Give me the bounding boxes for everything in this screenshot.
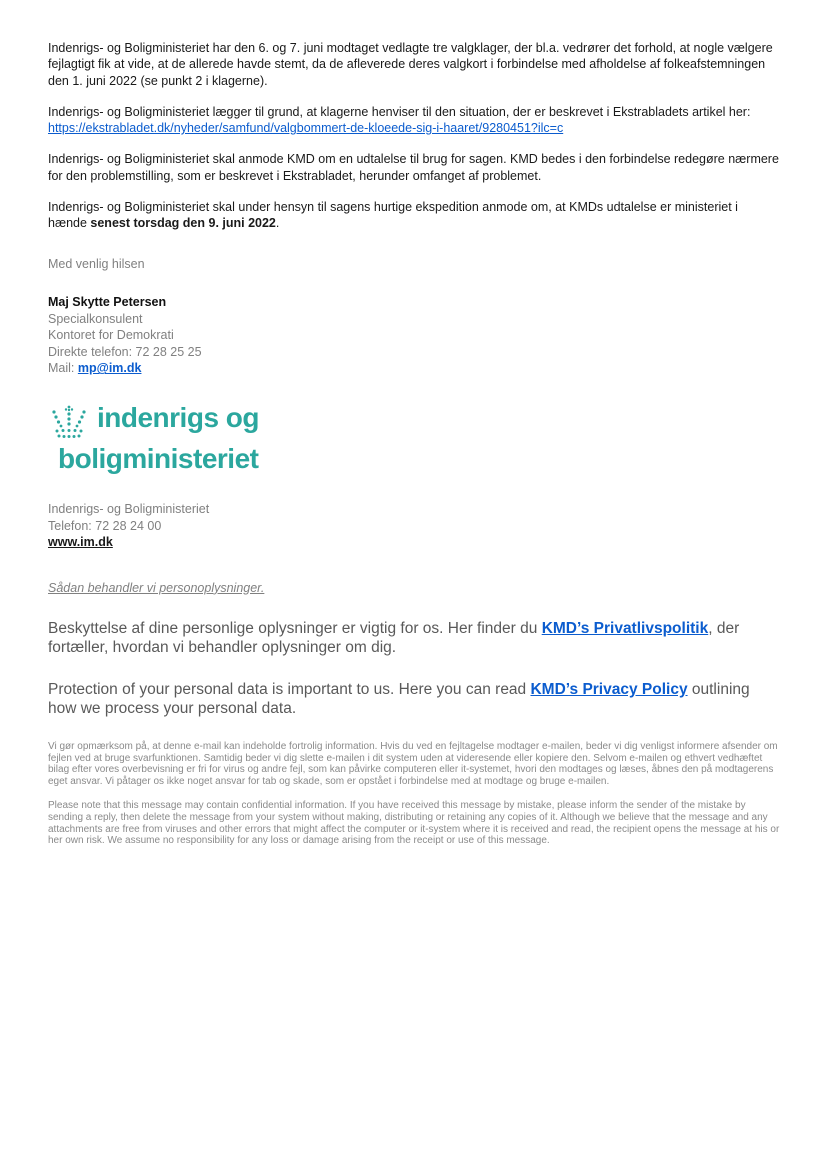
deadline-date: senest torsdag den 9. juni 2022 — [90, 216, 276, 231]
legal-disclaimers — [48, 741, 780, 847]
paragraph-kmd-request: Indenrigs- og Boligministeriet skal anmode KMD om en udtalelse til brug for sagen. KMD bedes i den forbindelse redegøre nærmere for den problemstilling, som er beskrevet i Ekstrabladet, herunder omfanget af problemet. — [48, 152, 779, 183]
footer-org-name: Indenrigs- og Boligministeriet — [48, 501, 210, 516]
website-link[interactable]: www.im.dk — [48, 535, 113, 550]
privacy-english-text: Protection of your personal data is important to us. Here you can read — [48, 680, 531, 698]
personal-data-policy-link[interactable]: Sådan behandler vi personoplysninger. — [48, 580, 265, 595]
paragraph-article-text: Indenrigs- og Boligministeriet lægger til grund, at klagerne henviser til den situation, der er beskrevet i Ekstrabladets artikel her: — [48, 104, 751, 119]
sender-email-link[interactable]: mp@im.dk — [77, 361, 142, 376]
sender-title: Specialkonsulent — [48, 311, 143, 326]
privacy-danish-text: Beskyttelse af dine personlige oplysninger er vigtig for os. Her finder du — [48, 619, 542, 637]
mail-label: Mail: — [48, 361, 78, 376]
crown-icon — [48, 405, 90, 444]
kmd-privatlivspolitik-link[interactable]: KMD’s Privatlivspolitik — [541, 619, 709, 637]
paragraph-deadline-text: Indenrigs- og Boligministeriet skal under hensyn til sagens hurtige ekspedition anmode om, at KMDs udtalelse er ministeriet i hænde — [48, 200, 738, 231]
privacy-paragraph-english — [48, 680, 768, 719]
disclaimer-english: Please note that this message may contain confidential information. If you have received this message by mistake, please inform the sender of the mistake by sending a reply, then delete the message from your system without making, distributing or retaining any copies of it. Although we believe that the message and any attachments are free from viruses and other errors that might affect the computer or it-system where it is received and read, the recipient opens the message at his or her own risk. We assume no responsibility for any loss or damage arising from the receipt or use of this message. — [48, 799, 780, 847]
paragraph-complaints: Indenrigs- og Boligministeriet har den 6. og 7. juni modtaget vedlagte tre valgklager, der bl.a. vedrører det forhold, at nogle vælgere fejlagtigt fik at vide, at de allerede havde stemt, da de afleverede deres valgkort i forbindelse med afholdelse af folkeafstemningen den 1. juni 2022 (se punkt 2 i klagerne). — [48, 41, 773, 88]
paragraph-deadline-period: . — [275, 216, 280, 231]
logo-line-2: boligministeriet — [58, 442, 259, 474]
signature-block — [48, 294, 780, 377]
sender-department: Kontoret for Demokrati — [48, 328, 174, 343]
privacy-english-suffix: outlining how we process your personal data. — [48, 680, 750, 718]
footer-phone: Telefon: 72 28 24 00 — [48, 518, 162, 533]
disclaimer-danish: Vi gør opmærksom på, at denne e-mail kan indeholde fortrolig information. Hvis du ved en fejltagelse modtager e-mailen, beder vi dig venligst informere afsender om fejlen ved at bruge svarfunktionen. Samtidig beder vi dig slette e-mailen i dit system uden at videresende eller kopiere den. Selvom e-mailen og ethvert vedhæftet bilag efter vores overbevisning er fri for virus og andre fejl, som kan påvirke computeren eller it-systemet, hvori den modtages og læses, åbnes den på modtagerens eget ansvar. Vi påtager os ikke noget ansvar for tab og skade, som er opstået i forbindelse med at modtage og bruge e-mailen. — [48, 740, 778, 788]
sender-direct-phone: Direkte telefon: 72 28 25 25 — [48, 344, 202, 359]
sender-name: Maj Skytte Petersen — [48, 294, 167, 309]
footer-contact-block — [48, 501, 780, 551]
ekstrabladet-article-link[interactable]: https://ekstrabladet.dk/nyheder/samfund/valgbommert-de-kloeede-sig-i-haaret/9280451?ilc=c — [48, 121, 564, 136]
logo-line-1: indenrigs og — [97, 401, 259, 433]
paragraph-article — [48, 104, 780, 137]
sender-mail-line — [48, 360, 780, 377]
closing-greeting: Med venlig hilsen — [48, 256, 145, 271]
ministry-logo — [48, 403, 780, 473]
kmd-privacy-policy-link[interactable]: KMD’s Privacy Policy — [530, 680, 688, 698]
privacy-danish-suffix: , der fortæller, hvordan vi behandler oplysninger om dig. — [48, 619, 740, 657]
paragraph-deadline — [48, 199, 780, 232]
privacy-paragraph-danish — [48, 619, 768, 658]
